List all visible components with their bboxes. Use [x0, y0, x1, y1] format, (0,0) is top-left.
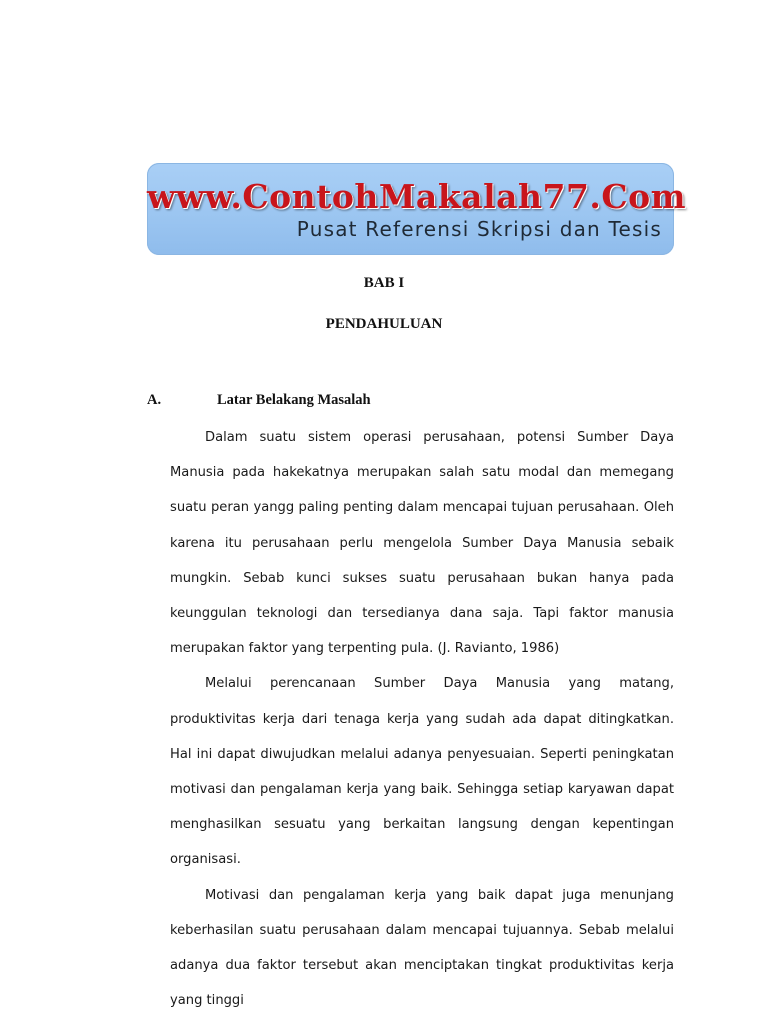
section-letter: A.: [147, 392, 162, 408]
paragraph: Motivasi dan pengalaman kerja yang baik dapat juga menunjang keberhasilan suatu perusahaan dalam mencapai tujuannya. Sebab melalui adanya dua faktor tersebut akan menciptakan tingkat produktivitas kerja yang tinggi: [170, 887, 674, 1009]
paragraph: Dalam suatu sistem operasi perusahaan, potensi Sumber Daya Manusia pada hakekatnya merupakan salah satu modal dan memegang suatu peran yangg paling penting dalam mencapai tujuan perusahaan. Oleh karena itu perusahaan perlu mengelola Sumber Daya Manusia sebaik mungkin. Sebab kunci sukses suatu perusahaan bukan hanya pada keunggulan teknologi dan tersedianya dana saja. Tapi faktor manusia merupakan faktor yang terpenting pula. (J. Ravianto, 1986): [170, 430, 674, 657]
paragraph: Melalui perencanaan Sumber Daya Manusia yang matang, produktivitas kerja dari tenaga kerja yang sudah ada dapat ditingkatkan. Hal ini dapat diwujudkan melalui adanya penyesuaian. Seperti peningkatan motivasi dan pengalaman kerja yang baik. Sehingga setiap karyawan dapat menghasilkan sesuatu yang berkaitan langsung dengan kepentingan organisasi.: [170, 676, 674, 868]
chapter-title: PENDAHULUAN: [325, 316, 443, 332]
banner-title: www.ContohMakalah77.Com: [147, 177, 687, 216]
body-text: [170, 420, 674, 1018]
banner-subtitle: Pusat Referensi Skripsi dan Tesis: [296, 217, 662, 241]
website-banner: [147, 163, 687, 255]
chapter-number: BAB I: [363, 275, 405, 291]
section-title: Latar Belakang Masalah: [217, 392, 371, 408]
